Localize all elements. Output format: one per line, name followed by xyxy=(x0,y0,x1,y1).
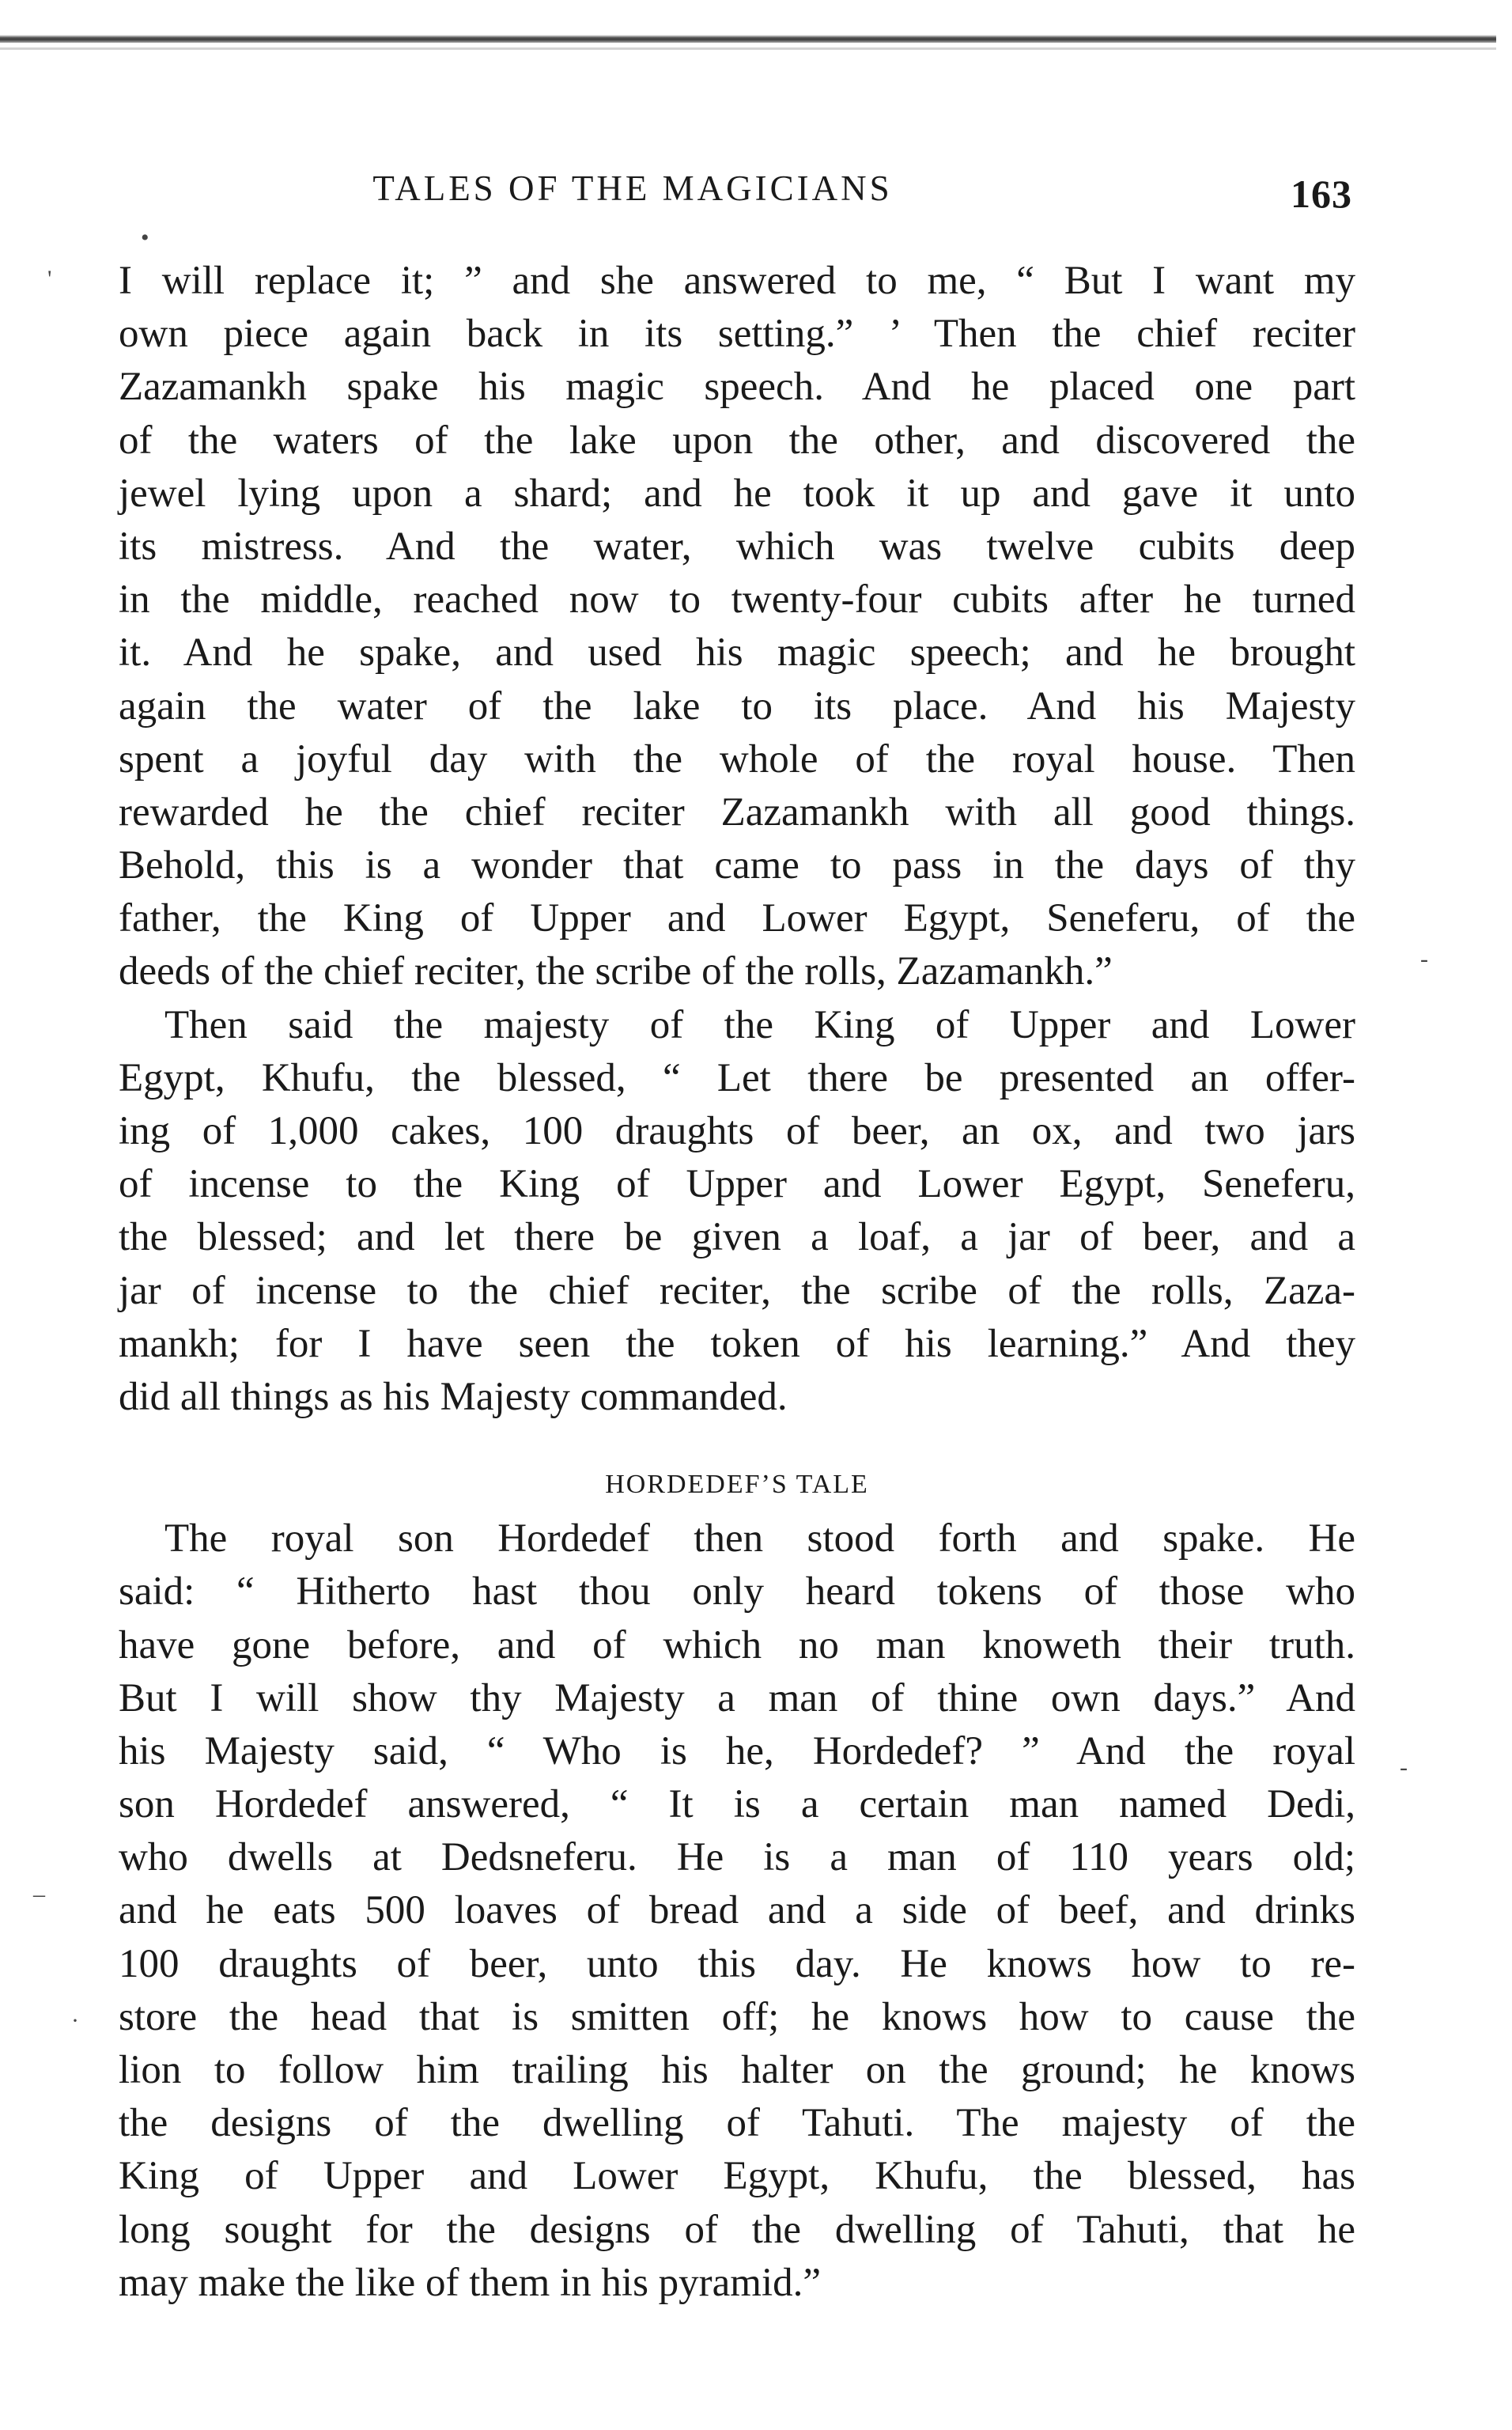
body-text xyxy=(119,255,1355,2310)
margin-dot: • xyxy=(141,225,149,251)
text-line: have gone before, and of which no man knoweth their truth. xyxy=(119,1622,1355,1667)
text-line: and he eats 500 loaves of bread and a side of beef, and drinks xyxy=(119,1888,1355,1933)
margin-dash: - xyxy=(1420,946,1428,972)
text-line: King of Upper and Lower Egypt, Khufu, the blessed, has xyxy=(119,2154,1355,2199)
running-head xyxy=(119,168,1352,215)
text-line: lion to follow him trailing his halter on the ground; he knows xyxy=(119,2048,1355,2092)
text-line: its mistress. And the water, which was twelve cubits deep xyxy=(119,524,1355,569)
page-number: 163 xyxy=(1291,172,1352,216)
text-line: the blessed; and let there be given a loaf, a jar of beer, and a xyxy=(119,1215,1355,1260)
text-line: store the head that is smitten off; he knows how to cause the xyxy=(119,1994,1355,2039)
section-heading: HORDEDEF’S TALE xyxy=(605,1470,869,1500)
text-line: of incense to the King of Upper and Lower Egypt, Seneferu, xyxy=(119,1162,1355,1207)
margin-dash: – xyxy=(33,1881,45,1907)
text-line: Behold, this is a wonder that came to pass in the days of thy xyxy=(119,843,1355,888)
paragraph-continued xyxy=(119,255,1355,999)
text-line: Zazamankh spake his magic speech. And he placed one part xyxy=(119,365,1355,410)
text-line: jewel lying upon a shard; and he took it up and gave it unto xyxy=(119,471,1355,516)
scan-edge-rule xyxy=(0,35,1496,43)
text-line: may make the like of them in his pyramid.” xyxy=(119,2260,822,2305)
text-line: father, the King of Upper and Lower Egypt, Seneferu, of the xyxy=(119,896,1355,941)
text-line: 100 draughts of beer, unto this day. He knows how to re- xyxy=(119,1941,1355,1986)
text-line: rewarded he the chief reciter Zazamankh with all good things. xyxy=(119,789,1355,835)
paragraph-hordedef xyxy=(119,1512,1355,2310)
paragraph-khufu-offering xyxy=(119,999,1355,1425)
text-line: spent a joyful day with the whole of the royal house. Then xyxy=(119,736,1355,782)
margin-tick: ' xyxy=(47,266,52,292)
margin-dot: · xyxy=(71,2008,79,2034)
text-line: own piece again back in its setting.” ’ Then the chief reciter xyxy=(119,312,1355,357)
text-line: Then said the majesty of the King of Upper and Lower xyxy=(164,1002,1355,1047)
scan-edge-rule-secondary xyxy=(0,47,1496,50)
text-line: ing of 1,000 cakes, 100 draughts of beer, an ox, and two jars xyxy=(119,1109,1355,1153)
text-line: jar of incense to the chief reciter, the scribe of the rolls, Zaza- xyxy=(119,1268,1355,1313)
text-line: mankh; for I have seen the token of his learning.” And they xyxy=(119,1321,1355,1366)
text-line: deeds of the chief reciter, the scribe of the rolls, Zazamankh.” xyxy=(119,949,1113,994)
text-line: in the middle, reached now to twenty-four cubits after he turned xyxy=(119,577,1355,623)
text-line: son Hordedef answered, “ It is a certain man named Dedi, xyxy=(119,1782,1355,1827)
text-line: did all things as his Majesty commanded. xyxy=(119,1374,788,1419)
running-title: TALES OF THE MAGICIANS xyxy=(372,168,893,208)
margin-tick: - xyxy=(1400,1754,1408,1781)
text-line: The royal son Hordedef then stood forth and spake. He xyxy=(164,1516,1355,1561)
text-line: his Majesty said, “ Who is he, Hordedef? ” And the royal xyxy=(119,1728,1355,1773)
text-line: the designs of the dwelling of Tahuti. The majesty of the xyxy=(119,2101,1355,2146)
text-line: Egypt, Khufu, the blessed, “ Let there be presented an offer- xyxy=(119,1055,1355,1100)
text-line: of the waters of the lake upon the other, and discovered the xyxy=(119,418,1355,463)
text-line: again the water of the lake to its place. And his Majesty xyxy=(119,683,1355,729)
text-line: said: “ Hitherto hast thou only heard tokens of those who xyxy=(119,1569,1355,1614)
text-line: who dwells at Dedsneferu. He is a man of 110 years old; xyxy=(119,1835,1355,1880)
text-line: it. And he spake, and used his magic speech; and he brought xyxy=(119,630,1355,676)
text-line: long sought for the designs of the dwelling of Tahuti, that he xyxy=(119,2207,1355,2252)
text-line: But I will show thy Majesty a man of thine own days.” And xyxy=(119,1675,1355,1720)
text-line: I will replace it; ” and she answered to me, “ But I want my xyxy=(119,259,1355,303)
